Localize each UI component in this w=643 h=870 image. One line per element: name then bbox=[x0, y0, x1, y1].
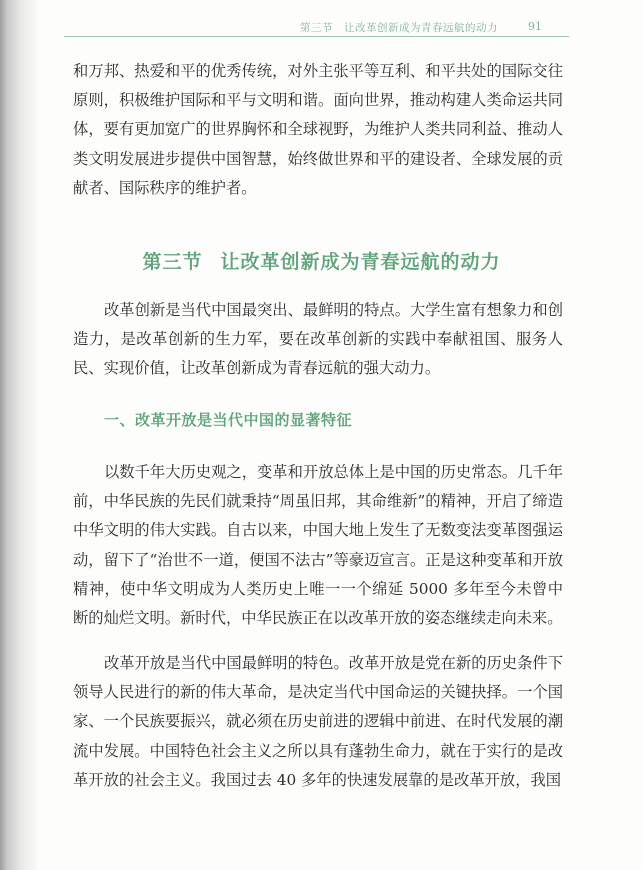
subsection-heading: 一、改革开放是当代中国的显著特征 bbox=[104, 411, 353, 429]
header-rule bbox=[64, 36, 569, 37]
page-gutter-shadow bbox=[0, 0, 38, 870]
section-number: 第三节 bbox=[142, 251, 203, 273]
running-head: 第三节 让改革创新成为青春远航的动力 bbox=[300, 22, 498, 34]
paragraph-policy: 改革开放是当代中国最鲜明的特色。改革开放是党在新的历史条件下领导人民进行的新的伟大革命，是决定当代中国命运的关键抉择。一个国家、一个民族要振兴，就必须在历史前进的逻辑中前进、在时代发展的潮流中发展。中国特色社会主义之所以具有蓬勃生命力，就在于实行的是改革开放的社会主义。我国过去 40 多年的快速发展靠的是改革开放，我国 bbox=[73, 654, 563, 789]
paragraph-history: 以数千年大历史观之，变革和开放总体上是中国的历史常态。几千年前，中华民族的先民们就秉持“周虽旧邦，其命维新”的精神，开启了缔造中华文明的伟大实践。自古以来，中国大地上发生了无数变法变革图强运动，留下了“治世不一道，便国不法古”等豪迈宣言。正是这种变革和开放精神，使中华文明成为人类历史上唯一一个绵延 5000 多年至今未曾中断的灿烂文明。新时代，中华民族正在以改革开放的姿态继续走向未来。 bbox=[73, 463, 563, 628]
paragraph-intro: 和万邦、热爱和平的优秀传统，对外主张平等互利、和平共处的国际交往原则，积极维护国际和平与文明和谐。面向世界，推动构建人类命运共同体，要有更加宽广的世界胸怀和全球视野，为维护人类共同利益、推动人类文明发展进步提供中国智慧，始终做世界和平的建设者、全球发展的贡献者、国际秩序的维护者。 bbox=[73, 62, 563, 197]
section-title: 让改革创新成为青春远航的动力 bbox=[220, 251, 501, 273]
paragraph-section-intro: 改革创新是当代中国最突出、最鲜明的特点。大学生富有想象力和创造力，是改革创新的生力军，要在改革创新的实践中奉献祖国、服务人民、实现价值，让改革创新成为青春远航的强大动力。 bbox=[73, 301, 563, 378]
section-heading bbox=[0, 247, 643, 274]
page-number: 91 bbox=[528, 20, 542, 33]
